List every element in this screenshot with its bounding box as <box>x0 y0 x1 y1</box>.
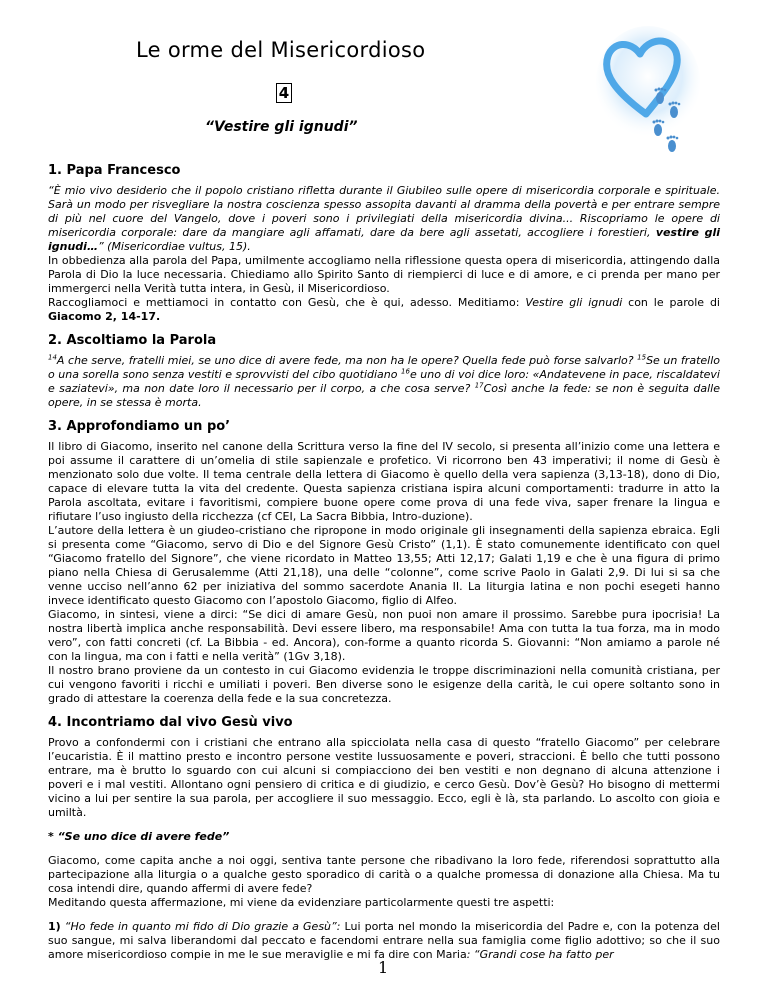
heart-footprints-logo <box>596 22 712 162</box>
section-incontriamo <box>48 716 720 962</box>
section-papa-francesco <box>48 164 720 324</box>
section-heading: 2. Ascoltiamo la Parola <box>48 333 217 348</box>
subheading: * “Se uno dice di avere fede” <box>48 830 230 843</box>
page-number: 1 <box>378 958 389 977</box>
pope-quote: “È mio vivo desiderio che il popolo cristiano rifletta durante il Giubileo sulle opere di misericordia corporale e spirituale. Sarà un modo per risvegliare la nostra coscienza spesso assopita davanti al dramma della povertà e per entrare sempre di più nel cuore del Vangelo, dove i poveri sono i privilegiati della misericordia divina... Riscopriamo le opere di misericordia corporale: dare da mangiare agli affamati, dare da bere agli assetati, accogliere i forestieri, vestire gli ignudi…” (Misericordiae vultus, 15). <box>48 184 720 253</box>
paragraph: In obbedienza alla parola del Papa, umilmente accogliamo nella riflessione questa opera di misericordia, attingendo dalla Parola di Dio la luce necessaria. Chiediamo allo Spirito Santo di riempierci di luce e di amore, e ci prenda per mano per immergerci nella Verità tutta intera, in Gesù, il Misericordioso. <box>48 254 720 295</box>
paragraph: Giacomo, come capita anche a noi oggi, sentiva tante persone che ribadivano la loro fede, riferendosi soprattutto alla partecipazione alla liturgia o a qualche gesto sporadico di carità o a qualche promessa di donazione alla Chiesa. Ma tu cosa intendi dire, quando affermi di avere fede? <box>48 854 720 895</box>
section-ascoltiamo-la-parola <box>48 334 720 410</box>
section-heading: 1. Papa Francesco <box>48 163 181 178</box>
page-subtitle: “Vestire gli ignudi” <box>205 119 358 135</box>
section-approfondiamo <box>48 420 720 706</box>
paragraph: Giacomo, in sintesi, viene a dirci: “Se dici di amare Gesù, non puoi non amare il prossimo. Sarebbe pura ipocrisia! La nostra libertà implica anche responsabilità. Devi essere libero, ma responsabile! Ama con tutta la tua forza, ma in modo vero”, con fatti concreti (cf. La Bibbia - ed. Ancora), con-forme a quanto ricorda S. Giovanni: “Non amiamo a parole né con la lingua, ma con i fatti e nella verità” (1Gv 3,18). <box>48 608 720 663</box>
paragraph: Raccogliamoci e mettiamoci in contatto con Gesù, che è qui, adesso. Meditiamo: Vestire gli ignudi con le parole di Giacomo 2, 14-17. <box>48 296 720 323</box>
scripture-passage: $^{14}$A che serve, fratelli miei, se uno dice di avere fede, ma non ha le opere? Quella fede può forse salvarlo? $^{15}$Se un fratello o una sorella sono senza vestiti e sprovvisti del cibo quotidiano $^{16}$e uno di voi dice loro: «Andatevene in pace, riscaldatevi e saziatevi», ma non date loro il necessario per il corpo, a che cosa serve? $^{17}$Così anche la fede: se non è seguita dalle opere, in se stessa è morta. <box>48 353 720 409</box>
paragraph: Provo a confondermi con i cristiani che entrano alla spicciolata nella casa di questo “fratello Giacomo” per celebrare l’eucaristia. È il mattino presto e incontro persone vestite lussuosamente e poveri, straccioni. È bello che tutti possono entrare, ma è brutto lo sguardo con cui alcuni si compiacciono dei ben vestiti e non degnano di alcuna attenzione i poveri e i mal vestiti. Allontano ogni pensiero di critica e di giudizio, e cerco Gesù. Dov’è Gesù? Ho bisogno di mettermi vicino a lui per sentire la sua parola, per accogliere il suo messaggio. Ecco, egli è là, sta parlando. Lo ascolto con gioia e umiltà. <box>48 736 720 819</box>
paragraph: Il libro di Giacomo, inserito nel canone della Scrittura verso la fine del IV secolo, si presenta all’inizio come una lettera e poi assume il carattere di un’omelia di stile sapienzale e profetico. Vi ricorrono ben 43 imperativi; il nome di Gesù è menzionato solo due volte. Il tema centrale della lettera di Giacomo è quello della vera sapienza (3,13-18), dono di Dio, capace di elevare tutta la vita del credente. Questa sapienza cristiana ispira alcuni comportamenti: tradurre in atto la Parola ascoltata, evitare i favoritismi, compiere buone opere come prova di una fede viva, saper frenare la lingua e rifiutare l’uso ingiusto della ricchezza (cf CEI, La Sacra Bibbia, Intro-duzione). <box>48 440 720 523</box>
paragraph: L’autore della lettera è un giudeo-cristiano che ripropone in modo originale gli insegnamenti della sapienza ebraica. Egli si presenta come “Giacomo, servo di Dio e del Signore Gesù Cristo” (1,1). È stato comunemente identificato con quel “Giacomo fratello del Signore”, che viene ricordato in Matteo 13,55; Atti 12,17; Galati 1,19 e che è una figura di primo piano nella Chiesa di Gerusalemme (Atti 21,18), una delle “colonne”, come scrive Paolo in Galati 2,9. Di lui si sa che venne ucciso nell’anno 62 per iniziativa del sommo sacerdote Anania II. La liturgia latina e non pochi esegeti hanno invece identificato questo Giacomo con l’apostolo Giacomo, figlio di Alfeo. <box>48 524 720 607</box>
paragraph: Il nostro brano proviene da un contesto in cui Giacomo evidenzia le troppe discriminazioni nella comunità cristiana, per cui vengono favoriti i ricchi e umiliati i poveri. Ben diverse sono le esigenze della carità, le cui opere soltanto sono in grado di attestare la coerenza della fede e la sua concretezza. <box>48 664 720 705</box>
issue-number: 4 <box>276 83 292 103</box>
paragraph: Meditando questa affermazione, mi viene da evidenziare particolarmente questi tre aspetti: <box>48 896 555 909</box>
page-title: Le orme del Misericordioso <box>136 38 426 62</box>
paragraph: 1) “Ho fede in quanto mi fido di Dio grazie a Gesù”: Lui porta nel mondo la misericordia del Padre e, con la potenza del suo sangue, mi salva liberandomi dal peccato e facendomi entrare nella sua famiglia come figlio adottivo; so che il suo amore misericordioso compie in me le sue meraviglie e mi fa dire con Maria: “Grandi cose ha fatto per <box>48 920 720 961</box>
document-body <box>48 164 720 972</box>
section-heading: 4. Incontriamo dal vivo Gesù vivo <box>48 715 293 730</box>
section-heading: 3. Approfondiamo un po’ <box>48 419 231 434</box>
